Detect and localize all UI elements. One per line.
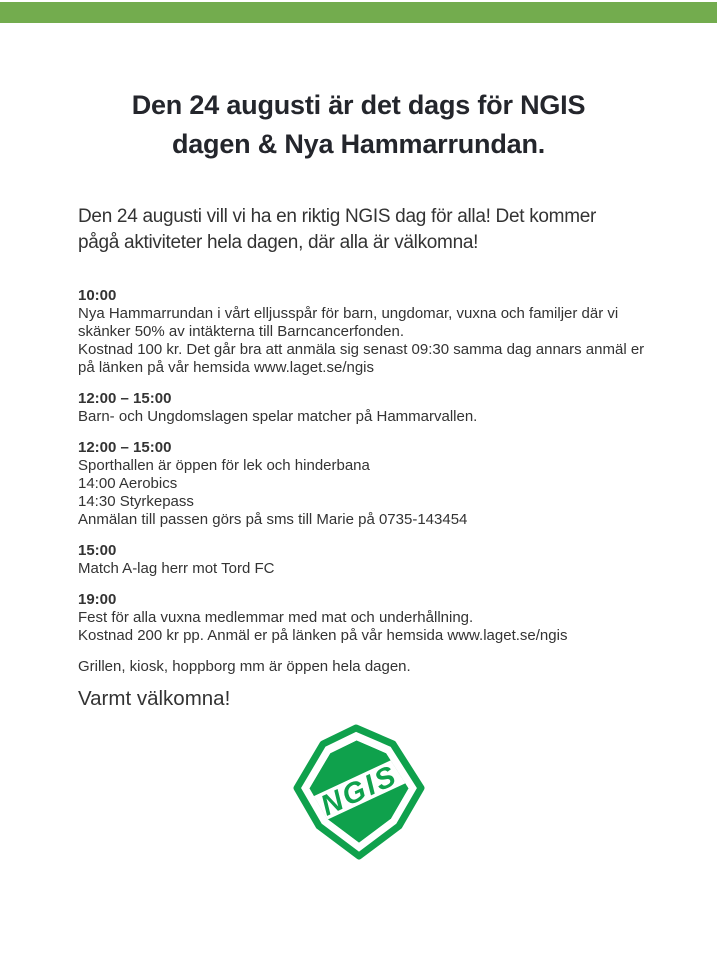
schedule-section <box>78 287 717 377</box>
schedule-line: på länken på vår hemsida www.laget.se/ngis <box>78 359 375 376</box>
top-green-bar <box>0 2 717 23</box>
schedule-time: 12:00 – 15:00 <box>78 439 172 456</box>
ngis-club-logo <box>293 720 425 860</box>
schedule-time: 19:00 <box>78 591 117 608</box>
schedule-section <box>78 390 717 426</box>
schedule-line: Kostnad 200 kr pp. Anmäl er på länken på vår hemsida www.laget.se/ngis <box>78 627 568 644</box>
schedule-line: Anmälan till passen görs på sms till Marie på 0735-143454 <box>78 511 468 528</box>
page-title-line2: dagen & Nya Hammarrundan. <box>171 129 546 159</box>
closing-text: Grillen, kiosk, hoppborg mm är öppen hela dagen. <box>78 658 411 675</box>
schedule-line: skänker 50% av intäkterna till Barncancerfonden. <box>78 323 405 340</box>
schedule-list <box>78 287 717 645</box>
logo-text: NGIS <box>315 759 403 823</box>
schedule-section <box>78 439 717 529</box>
schedule-time: 12:00 – 15:00 <box>78 390 172 407</box>
intro-text <box>78 204 717 256</box>
schedule-line: Match A-lag herr mot Tord FC <box>78 560 275 577</box>
welcome-text: Varmt välkomna! <box>78 687 231 710</box>
schedule-section <box>78 591 717 645</box>
schedule-line: Sporthallen är öppen för lek och hinderbana <box>78 457 370 474</box>
schedule-line: 14:30 Styrkepass <box>78 493 194 510</box>
schedule-line: Nya Hammarrundan i vårt elljusspår för barn, ungdomar, vuxna och familjer där vi <box>78 305 619 322</box>
ngis-crest-icon <box>293 720 425 860</box>
schedule-time: 10:00 <box>78 287 117 304</box>
intro-line: Den 24 augusti vill vi ha en riktig NGIS dag för alla! Det kommer <box>78 206 597 227</box>
schedule-line: Kostnad 100 kr. Det går bra att anmäla sig senast 09:30 samma dag annars anmäl er <box>78 341 645 358</box>
schedule-line: 14:00 Aerobics <box>78 475 178 492</box>
intro-line: pågå aktiviteter hela dagen, där alla är välkomna! <box>78 232 479 253</box>
schedule-line: Fest för alla vuxna medlemmar med mat och underhållning. <box>78 609 474 626</box>
schedule-section <box>78 542 717 578</box>
schedule-time: 15:00 <box>78 542 117 559</box>
page-title <box>0 0 717 164</box>
page-title-line1: Den 24 augusti är det dags för NGIS <box>131 90 586 120</box>
schedule-line: Barn- och Ungdomslagen spelar matcher på Hammarvallen. <box>78 408 478 425</box>
